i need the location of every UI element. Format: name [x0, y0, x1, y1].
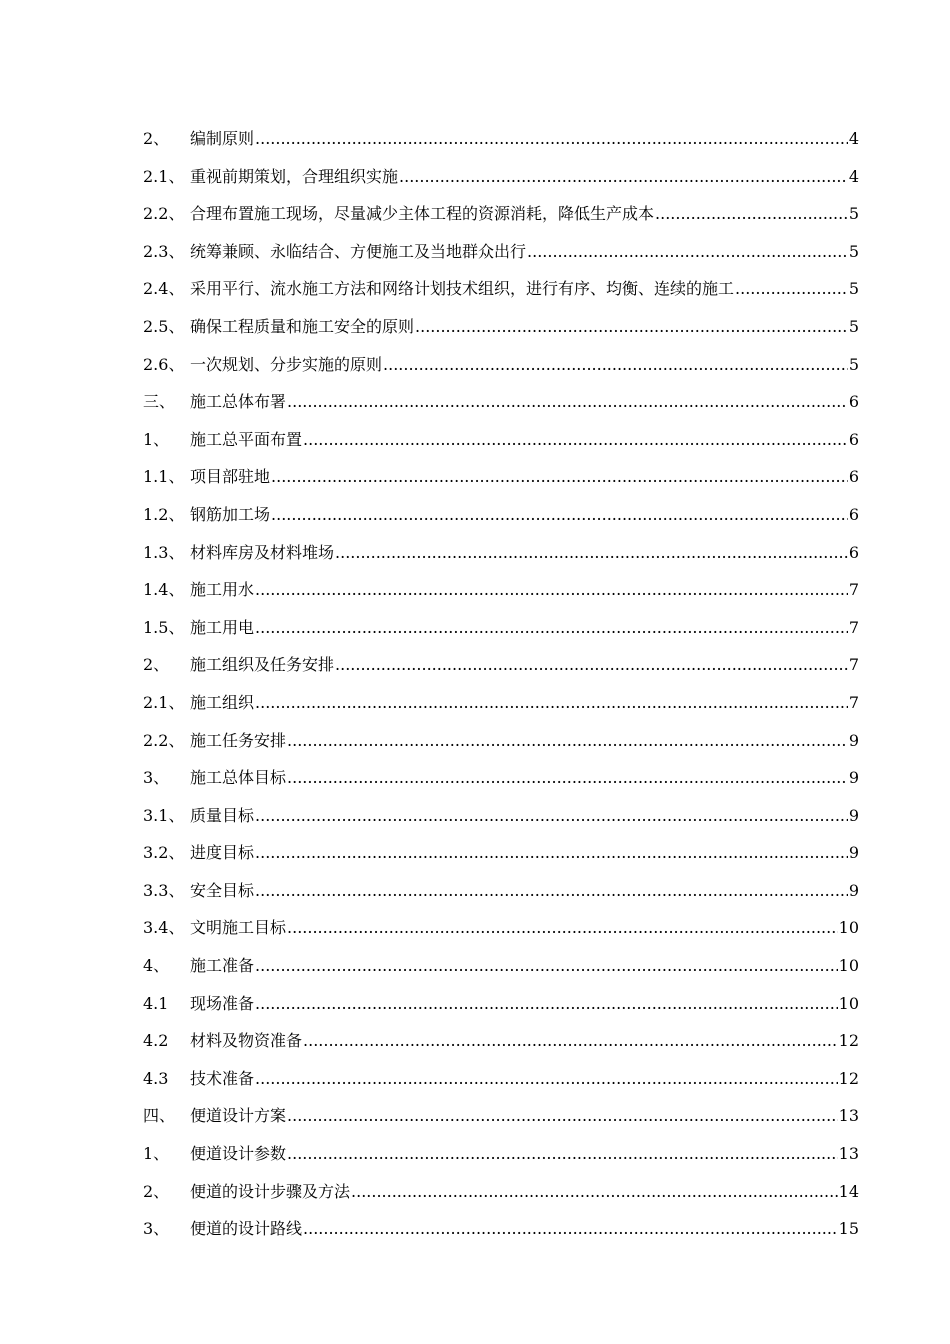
toc-entry-title: 施工组织: [190, 692, 255, 712]
toc-entry-title: 施工总体目标: [190, 768, 287, 788]
toc-entry[interactable]: [143, 195, 859, 233]
toc-dot-leader: [527, 233, 848, 271]
toc-entry[interactable]: [143, 947, 859, 985]
toc-entry-title: 质量目标: [190, 805, 255, 825]
toc-entry-number: 2、: [143, 129, 170, 148]
toc-entry-title: 确保工程质量和施工安全的原则: [190, 316, 415, 336]
toc-entry-title: 便道设计参数: [190, 1144, 287, 1164]
toc-entry-page: 13: [838, 1144, 859, 1164]
toc-entry-number: 1、: [143, 429, 170, 449]
toc-entry-page: 13: [838, 1106, 859, 1126]
toc-entry[interactable]: [143, 1135, 859, 1173]
toc-dot-leader: [271, 458, 848, 496]
toc-dot-leader: [255, 571, 848, 609]
toc-entry-page: 9: [848, 730, 859, 750]
toc-entry-title: 材料及物资准备: [190, 1031, 303, 1051]
toc-entry-number: 4.1: [143, 993, 169, 1013]
toc-entry-title: 施工准备: [190, 956, 255, 976]
toc-entry-title: 现场准备: [190, 993, 255, 1013]
toc-entry-number: 1.4、: [143, 580, 185, 600]
toc-entry-page: 4: [848, 129, 859, 148]
toc-dot-leader: [655, 195, 848, 233]
toc-entry-number: 3、: [143, 1219, 170, 1239]
toc-dot-leader: [303, 1022, 838, 1060]
toc-dot-leader: [415, 308, 848, 346]
toc-entry-title: 施工任务安排: [190, 730, 287, 750]
toc-entry-title: 进度目标: [190, 843, 255, 863]
toc-entry-page: 7: [848, 655, 859, 675]
toc-dot-leader: [255, 120, 848, 158]
toc-entry-number: 2.5、: [143, 316, 185, 336]
toc-entry-page: 5: [848, 316, 859, 336]
toc-entry-page: 10: [838, 956, 859, 976]
toc-entry-number: 3.3、: [143, 880, 185, 900]
toc-entry-number: 1.5、: [143, 617, 185, 637]
toc-entry[interactable]: [143, 496, 859, 534]
toc-entry-page: 4: [848, 166, 859, 186]
toc-entry[interactable]: [143, 684, 859, 722]
toc-dot-leader: [255, 834, 848, 872]
toc-entry-page: 7: [848, 580, 859, 600]
toc-entry-title: 施工组织及任务安排: [190, 655, 335, 675]
toc-entry[interactable]: [143, 797, 859, 835]
toc-entry-page: 9: [848, 880, 859, 900]
toc-entry-page: 12: [838, 1031, 859, 1051]
toc-dot-leader: [335, 646, 848, 684]
toc-entry-page: 15: [838, 1219, 859, 1239]
toc-entry[interactable]: [143, 872, 859, 910]
toc-entry-page: 12: [838, 1068, 859, 1088]
toc-entry-number: 2.1、: [143, 166, 185, 186]
toc-entry[interactable]: [143, 308, 859, 346]
toc-entry-title: 施工总体布署: [190, 392, 287, 412]
toc-entry-title: 钢筋加工场: [190, 504, 271, 524]
toc-entry-title: 便道的设计路线: [190, 1219, 303, 1239]
toc-entry-number: 三、: [143, 392, 176, 412]
toc-entry-title: 技术准备: [190, 1068, 255, 1088]
toc-dot-leader: [335, 534, 848, 572]
toc-dot-leader: [255, 872, 848, 910]
toc-entry-page: 6: [848, 429, 859, 449]
toc-entry-number: 2.2、: [143, 730, 185, 750]
toc-entry[interactable]: [143, 421, 859, 459]
toc-entry-number: 4.2: [143, 1031, 169, 1051]
toc-entry-title: 施工总平面布置: [190, 429, 303, 449]
toc-entry-number: 1.3、: [143, 542, 185, 562]
toc-dot-leader: [287, 909, 838, 947]
toc-entry-number: 4、: [143, 956, 170, 976]
toc-entry-title: 安全目标: [190, 880, 255, 900]
toc-entry-page: 14: [838, 1181, 859, 1201]
toc-entry-title: 材料库房及材料堆场: [190, 542, 335, 562]
toc-entry-title: 施工用电: [190, 617, 255, 637]
toc-entry-number: 2.1、: [143, 692, 185, 712]
toc-entry-page: 5: [848, 279, 859, 299]
toc-entry-page: 5: [848, 354, 859, 374]
toc-entry-page: 7: [848, 692, 859, 712]
toc-entry[interactable]: [143, 120, 859, 158]
toc-entry-title: 重视前期策划，合理组织实施: [190, 166, 399, 186]
toc-entry-title: 编制原则: [190, 129, 255, 148]
toc-entry-page: 9: [848, 768, 859, 788]
toc-entry-page: 6: [848, 504, 859, 524]
toc-entry-number: 2.2、: [143, 204, 185, 224]
toc-entry[interactable]: [143, 233, 859, 271]
toc-entry[interactable]: [143, 1097, 859, 1135]
toc-entry-title: 一次规划、分步实施的原则: [190, 354, 383, 374]
toc-dot-leader: [255, 609, 848, 647]
toc-dot-leader: [271, 496, 848, 534]
toc-entry[interactable]: [143, 722, 859, 760]
toc-dot-leader: [735, 270, 848, 308]
toc-entry-title: 合理布置施工现场，尽量减少主体工程的资源消耗，降低生产成本: [190, 204, 655, 224]
toc-dot-leader: [287, 722, 848, 760]
toc-entry-number: 1、: [143, 1144, 170, 1164]
toc-dot-leader: [255, 1060, 838, 1098]
toc-entry-number: 3、: [143, 768, 170, 788]
toc-entry[interactable]: [143, 1173, 859, 1211]
toc-entry-number: 四、: [143, 1106, 176, 1126]
toc-dot-leader: [399, 158, 848, 196]
toc-entry[interactable]: [143, 458, 859, 496]
toc-entry-title: 施工用水: [190, 580, 255, 600]
toc-entry-number: 1.2、: [143, 504, 185, 524]
toc-entry-number: 1.1、: [143, 467, 185, 487]
toc-entry-number: 2.3、: [143, 241, 185, 261]
toc-entry-number: 2、: [143, 1181, 170, 1201]
toc-dot-leader: [287, 759, 848, 797]
toc-entry-page: 10: [838, 993, 859, 1013]
toc-entry[interactable]: [143, 270, 859, 308]
toc-dot-leader: [255, 797, 848, 835]
toc-dot-leader: [303, 1210, 838, 1248]
toc-dot-leader: [255, 985, 838, 1023]
toc-dot-leader: [287, 1135, 838, 1173]
toc-entry[interactable]: [143, 834, 859, 872]
toc-entry-page: 10: [838, 918, 859, 938]
toc-dot-leader: [303, 421, 848, 459]
toc-entry[interactable]: [143, 1210, 859, 1248]
toc-entry-page: 9: [848, 805, 859, 825]
toc-entry-page: 9: [848, 843, 859, 863]
toc-entry-number: 4.3: [143, 1068, 169, 1088]
toc-entry-number: 2.4、: [143, 279, 185, 299]
toc-entry[interactable]: [143, 158, 859, 196]
toc-entry-number: 2.6、: [143, 354, 185, 374]
toc-entry[interactable]: [143, 534, 859, 572]
toc-entry[interactable]: [143, 759, 859, 797]
toc-dot-leader: [255, 947, 838, 985]
toc-entry-page: 6: [848, 392, 859, 412]
toc-entry[interactable]: [143, 383, 859, 421]
toc-entry-number: 3.1、: [143, 805, 185, 825]
toc-entry[interactable]: [143, 571, 859, 609]
toc-entry[interactable]: [143, 646, 859, 684]
toc-dot-leader: [255, 684, 848, 722]
toc-entry-number: 2、: [143, 655, 170, 675]
table-of-contents: [143, 120, 859, 1248]
toc-entry-title: 便道的设计步骤及方法: [190, 1181, 351, 1201]
toc-dot-leader: [383, 346, 848, 384]
toc-entry-number: 3.4、: [143, 918, 185, 938]
toc-entry-title: 采用平行、流水施工方法和网络计划技术组织，进行有序、均衡、连续的施工: [190, 279, 735, 299]
toc-entry-page: 5: [848, 204, 859, 224]
toc-entry-page: 6: [848, 467, 859, 487]
toc-entry-page: 5: [848, 241, 859, 261]
toc-entry-number: 3.2、: [143, 843, 185, 863]
toc-dot-leader: [351, 1173, 838, 1211]
toc-entry[interactable]: [143, 909, 859, 947]
toc-dot-leader: [287, 383, 848, 421]
toc-entry[interactable]: [143, 346, 859, 384]
toc-dot-leader: [287, 1097, 838, 1135]
toc-entry-title: 统筹兼顾、永临结合、方便施工及当地群众出行: [190, 241, 527, 261]
toc-entry-page: 7: [848, 617, 859, 637]
toc-entry[interactable]: [143, 1060, 859, 1098]
toc-entry-title: 便道设计方案: [190, 1106, 287, 1126]
toc-entry-title: 项目部驻地: [190, 467, 271, 487]
toc-entry[interactable]: [143, 609, 859, 647]
toc-entry[interactable]: [143, 1022, 859, 1060]
toc-entry[interactable]: [143, 985, 859, 1023]
toc-entry-page: 6: [848, 542, 859, 562]
toc-entry-title: 文明施工目标: [190, 918, 287, 938]
